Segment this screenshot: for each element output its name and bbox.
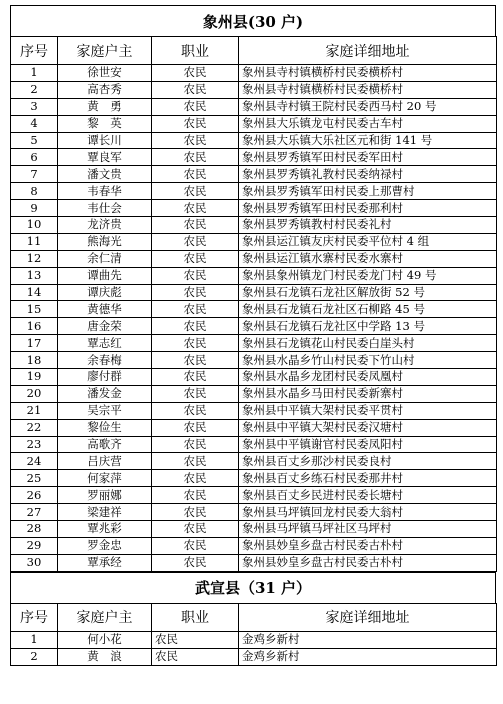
table-row <box>11 250 497 267</box>
table-row <box>11 301 497 318</box>
cell-index: 4 <box>11 115 58 132</box>
cell-index: 21 <box>11 402 58 419</box>
table-row <box>11 335 497 352</box>
cell-occupation: 农民 <box>152 335 239 352</box>
cell-occupation: 农民 <box>152 166 239 183</box>
cell-householder: 覃志红 <box>58 335 152 352</box>
cell-occupation: 农民 <box>152 521 239 538</box>
table-row <box>11 402 497 419</box>
cell-occupation: 农民 <box>152 504 239 521</box>
cell-occupation: 农民 <box>152 267 239 284</box>
cell-householder: 韦春华 <box>58 183 152 200</box>
cell-address: 象州县妙皇乡盘古村民委古朴村 <box>239 537 497 554</box>
cell-occupation: 农民 <box>152 217 239 234</box>
table-header-row <box>11 603 497 631</box>
cell-index: 5 <box>11 132 58 149</box>
table-header-row <box>11 37 497 65</box>
cell-householder: 何小花 <box>58 631 152 648</box>
cell-occupation: 农民 <box>152 200 239 217</box>
cell-index: 14 <box>11 284 58 301</box>
cell-address: 象州县石龙镇石龙社区中学路 13 号 <box>239 318 497 335</box>
cell-occupation: 农民 <box>152 385 239 402</box>
cell-index: 28 <box>11 521 58 538</box>
cell-householder: 罗金忠 <box>58 537 152 554</box>
table-row <box>11 648 497 665</box>
cell-occupation: 农民 <box>152 284 239 301</box>
cell-householder: 黎 英 <box>58 115 152 132</box>
cell-index: 15 <box>11 301 58 318</box>
cell-address: 象州县罗秀镇教村村民委礼村 <box>239 217 497 234</box>
cell-occupation: 农民 <box>152 554 239 571</box>
table-row <box>11 217 497 234</box>
cell-householder: 罗丽娜 <box>58 487 152 504</box>
cell-householder: 吴宗平 <box>58 402 152 419</box>
cell-address: 象州县石龙镇石龙社区石柳路 45 号 <box>239 301 497 318</box>
cell-householder: 高杏秀 <box>58 81 152 98</box>
cell-householder: 余春梅 <box>58 352 152 369</box>
table-row <box>11 419 497 436</box>
cell-occupation: 农民 <box>152 81 239 98</box>
cell-householder: 黎俭生 <box>58 419 152 436</box>
cell-index: 20 <box>11 385 58 402</box>
table-row <box>11 436 497 453</box>
cell-householder: 谭庆彪 <box>58 284 152 301</box>
cell-index: 26 <box>11 487 58 504</box>
cell-address: 象州县罗秀镇军田村民委上那曹村 <box>239 183 497 200</box>
table-row <box>11 318 497 335</box>
cell-address: 象州县百丈乡民进村民委长塘村 <box>239 487 497 504</box>
cell-index: 25 <box>11 470 58 487</box>
cell-index: 9 <box>11 200 58 217</box>
cell-index: 30 <box>11 554 58 571</box>
cell-address: 象州县罗秀镇礼教村民委纳禄村 <box>239 166 497 183</box>
cell-householder: 余仁清 <box>58 250 152 267</box>
cell-address: 象州县水晶乡竹山村民委下竹山村 <box>239 352 497 369</box>
table-row <box>11 470 497 487</box>
cell-occupation: 农民 <box>152 537 239 554</box>
table-row <box>11 115 497 132</box>
cell-address: 象州县寺村镇王院村民委西马村 20 号 <box>239 98 497 115</box>
cell-householder: 潘发金 <box>58 385 152 402</box>
cell-index: 2 <box>11 81 58 98</box>
cell-address: 象州县水晶乡龙团村民委凤凰村 <box>239 369 497 386</box>
cell-householder: 覃良军 <box>58 149 152 166</box>
cell-householder: 韦仕会 <box>58 200 152 217</box>
cell-householder: 黄 浪 <box>58 648 152 665</box>
cell-index: 3 <box>11 98 58 115</box>
cell-householder: 徐世安 <box>58 65 152 82</box>
cell-householder: 唐金荣 <box>58 318 152 335</box>
table-row <box>11 149 497 166</box>
cell-address: 象州县中平镇大架村民委汉塘村 <box>239 419 497 436</box>
cell-index: 23 <box>11 436 58 453</box>
cell-address: 象州县水晶乡马田村民委新寨村 <box>239 385 497 402</box>
cell-householder: 黄德华 <box>58 301 152 318</box>
cell-householder: 高歌齐 <box>58 436 152 453</box>
cell-householder: 黄 勇 <box>58 98 152 115</box>
cell-index: 6 <box>11 149 58 166</box>
header-occupation: 职业 <box>152 37 239 65</box>
cell-occupation: 农民 <box>152 98 239 115</box>
cell-index: 16 <box>11 318 58 335</box>
cell-index: 8 <box>11 183 58 200</box>
cell-index: 2 <box>11 648 58 665</box>
cell-householder: 谭曲先 <box>58 267 152 284</box>
header-householder: 家庭户主 <box>58 37 152 65</box>
cell-occupation: 农民 <box>152 65 239 82</box>
cell-index: 29 <box>11 537 58 554</box>
cell-index: 1 <box>11 65 58 82</box>
table-row <box>11 369 497 386</box>
cell-occupation: 农民 <box>152 250 239 267</box>
section-title-wuxuan: 武宣县（31 户） <box>10 572 496 603</box>
cell-occupation: 农民 <box>152 631 239 648</box>
table-row <box>11 233 497 250</box>
cell-address: 象州县运江镇友庆村民委平位村 4 组 <box>239 233 497 250</box>
cell-occupation: 农民 <box>152 352 239 369</box>
cell-index: 17 <box>11 335 58 352</box>
cell-address: 象州县寺村镇横桥村民委横桥村 <box>239 65 497 82</box>
cell-address: 象州县运江镇水寨村民委水寨村 <box>239 250 497 267</box>
cell-occupation: 农民 <box>152 115 239 132</box>
cell-address: 象州县罗秀镇军田村民委那利村 <box>239 200 497 217</box>
cell-index: 18 <box>11 352 58 369</box>
cell-index: 19 <box>11 369 58 386</box>
cell-index: 12 <box>11 250 58 267</box>
table-row <box>11 132 497 149</box>
cell-index: 24 <box>11 453 58 470</box>
cell-address: 象州县妙皇乡盘古村民委古朴村 <box>239 554 497 571</box>
table-row <box>11 631 497 648</box>
table-row <box>11 98 497 115</box>
cell-occupation: 农民 <box>152 419 239 436</box>
table-row <box>11 200 497 217</box>
cell-address: 象州县中平镇大架村民委平贯村 <box>239 402 497 419</box>
cell-address: 象州县马坪镇马坪社区马坪村 <box>239 521 497 538</box>
cell-householder: 吕庆营 <box>58 453 152 470</box>
cell-index: 22 <box>11 419 58 436</box>
table-row <box>11 453 497 470</box>
table-row <box>11 504 497 521</box>
cell-address: 金鸡乡新村 <box>239 631 497 648</box>
cell-occupation: 农民 <box>152 301 239 318</box>
household-table-xiangzhou <box>10 36 497 572</box>
table-row <box>11 554 497 571</box>
cell-occupation: 农民 <box>152 648 239 665</box>
cell-occupation: 农民 <box>152 436 239 453</box>
table-row <box>11 183 497 200</box>
cell-index: 13 <box>11 267 58 284</box>
table-row <box>11 385 497 402</box>
cell-address: 象州县石龙镇花山村民委白崖头村 <box>239 335 497 352</box>
cell-householder: 廖付群 <box>58 369 152 386</box>
cell-occupation: 农民 <box>152 369 239 386</box>
cell-address: 象州县中平镇谢官村民委凤阳村 <box>239 436 497 453</box>
cell-householder: 熊海光 <box>58 233 152 250</box>
table-row <box>11 166 497 183</box>
cell-index: 11 <box>11 233 58 250</box>
table-row <box>11 521 497 538</box>
section-title-xiangzhou: 象州县(30 户) <box>10 5 496 36</box>
cell-householder: 梁建祥 <box>58 504 152 521</box>
cell-address: 象州县罗秀镇军田村民委军田村 <box>239 149 497 166</box>
table-row <box>11 352 497 369</box>
cell-address: 象州县象州镇龙门村民委龙门村 49 号 <box>239 267 497 284</box>
cell-address: 象州县寺村镇横桥村民委横桥村 <box>239 81 497 98</box>
cell-householder: 谭长川 <box>58 132 152 149</box>
table-row <box>11 487 497 504</box>
cell-address: 象州县马坪镇回龙村民委大翁村 <box>239 504 497 521</box>
table-row <box>11 284 497 301</box>
cell-householder: 潘文贵 <box>58 166 152 183</box>
cell-address: 金鸡乡新村 <box>239 648 497 665</box>
document <box>10 5 496 666</box>
header-index: 序号 <box>11 603 58 631</box>
cell-index: 10 <box>11 217 58 234</box>
cell-index: 7 <box>11 166 58 183</box>
header-index: 序号 <box>11 37 58 65</box>
header-householder: 家庭户主 <box>58 603 152 631</box>
cell-householder: 何家萍 <box>58 470 152 487</box>
cell-householder: 覃承经 <box>58 554 152 571</box>
cell-occupation: 农民 <box>152 318 239 335</box>
cell-occupation: 农民 <box>152 183 239 200</box>
cell-occupation: 农民 <box>152 402 239 419</box>
cell-occupation: 农民 <box>152 487 239 504</box>
header-address: 家庭详细地址 <box>239 37 497 65</box>
cell-address: 象州县石龙镇石龙社区解放街 52 号 <box>239 284 497 301</box>
cell-index: 1 <box>11 631 58 648</box>
header-occupation: 职业 <box>152 603 239 631</box>
cell-occupation: 农民 <box>152 470 239 487</box>
cell-occupation: 农民 <box>152 149 239 166</box>
cell-address: 象州县百丈乡那沙村民委良村 <box>239 453 497 470</box>
table-row <box>11 267 497 284</box>
header-address: 家庭详细地址 <box>239 603 497 631</box>
table-row <box>11 65 497 82</box>
cell-occupation: 农民 <box>152 233 239 250</box>
table-row <box>11 81 497 98</box>
cell-address: 象州县大乐镇龙屯村民委古车村 <box>239 115 497 132</box>
cell-index: 27 <box>11 504 58 521</box>
cell-address: 象州县百丈乡练石村民委那井村 <box>239 470 497 487</box>
cell-occupation: 农民 <box>152 132 239 149</box>
cell-householder: 覃兆彩 <box>58 521 152 538</box>
cell-householder: 龙济贵 <box>58 217 152 234</box>
cell-occupation: 农民 <box>152 453 239 470</box>
cell-address: 象州县大乐镇大乐社区元和街 141 号 <box>239 132 497 149</box>
table-row <box>11 537 497 554</box>
household-table-wuxuan <box>10 603 497 666</box>
